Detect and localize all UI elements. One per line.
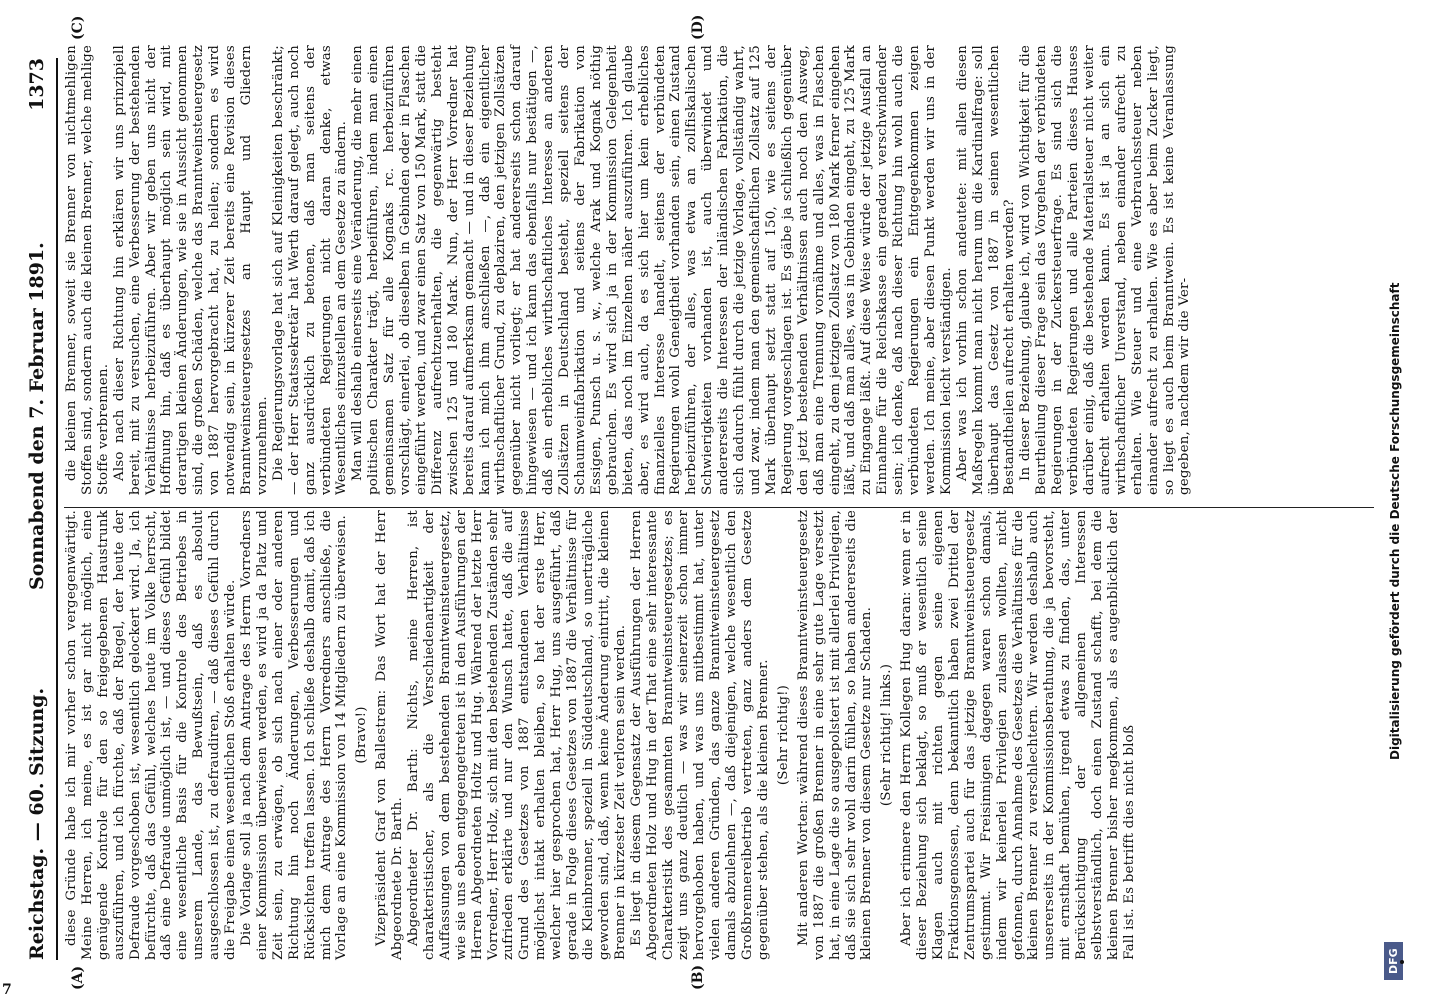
- edge-mark: 7: [2, 982, 12, 998]
- scan-speck: [1400, 960, 1404, 964]
- paragraph: Aber was ich vorhin schon andeutete: mit allen diesen Maßregeln kommt man nicht herum um die Kardinalfrage: soll überhaupt das Gesetz von 1887 in seinen wesentlichen Bestandtheilen aufrecht erhalten werden?: [954, 45, 1018, 495]
- interjection: (Bravo!): [354, 706, 370, 764]
- right-text-column: [64, 45, 1193, 495]
- paragraph: die kleinen Brenner, soweit sie Brenner von nichtmehligen Stoffen sind, sondern auch die kleinen Brenner, welche mehlige Stoffe verbrennen.: [64, 45, 111, 495]
- paragraph: Die Regierungsvorlage hat sich auf Kleinigkeiten beschränkt; — der Herr Staatssekretär hat Werth darauf gelegt, auch noch ganz ausdrücklich zu betonen, daß man seitens der verbündeten Regierungen nicht daran denke, etwas Wesentliches einzustellen an dem Gesetze zu ändern.: [270, 45, 350, 495]
- column-divider: [64, 507, 1374, 508]
- left-text-column: [64, 510, 1138, 960]
- interjection: (Sehr richtig!): [775, 684, 791, 786]
- paragraph: Es liegt in diesem Gegensatz der Ausführungen der Herren Abgeordneten Holz und Hug in der That eine sehr interessante Charakteristik des gesammten Branntweinsteuergesetzes; es zeigt uns ganz deutlich — was wir seinerzeit schon immer hervorgehoben haben, und was uns mitbestimmt hat, unter vielen anderen Gründen, das ganze Branntweinsteuergesetz damals abzulehnen —, daß diejenigen, welche wesentlich den Großbrennereibetrieb vertreten, ganz anders dem Gesetze gegenüber stehen, als die kleinen Brenner.: [628, 510, 771, 960]
- paragraph: Die Vorlage soll ja nach dem Antrage des Herrn Vorredners einer Kommission überwiesen werden, es wird ja da Platz und Zeit sein, zu erwägen, ob sich nach einer oder anderen Richtung hin noch Änderungen, Verbesserungen und Rücksichten treffen lassen. Ich schließe deshalb damit, daß ich mich dem Antrage des Herrn Vorredners anschließe, die Vorlage an eine Kommission von 14 Mitgliedern zu überweisen.: [238, 510, 350, 960]
- dfg-logo: DFG: [1384, 942, 1403, 980]
- page-header: [22, 58, 58, 960]
- paragraph: Abgeordneter Dr. Barth: Nichts, meine Herren, ist charakteristischer, als die Verschiedenartigkeit der Auffassungen von dem bestehenden Branntweinsteuergesetz, wie sie uns eben entgegengetreten ist in den Ausführungen der Herren Abgeordneten Holtz und Hug. Während der letzte Herr Vorredner, Herr Holz, sich mit den bestehenden Zuständen sehr zufrieden erklärte und nur den Wunsch hatte, daß die auf Grund des Gesetzes von 1887 entstandenen Verhältnisse möglichst intakt erhalten bleiben, so hat der erste Herr, welcher hier gesprochen hat, Herr Hug, uns ausgeführt, daß gerade in Folge dieses Gesetzes von 1887 die Verhältnisse für die Kleinbrenner, speziell in Süddeutschland, so unerträgliche geworden sind, daß, wenn keine Änderung eintritt, die kleinen Brenner in kürzester Zeit verloren sein werden.: [406, 510, 628, 960]
- margin-mark-b: (B): [690, 964, 706, 990]
- margin-mark-c: (C): [70, 15, 86, 40]
- interjection: (Sehr richtig! links.): [879, 663, 895, 807]
- page-number: 1373: [26, 58, 48, 111]
- footer-credit: Digitalisierung gefördert durch die Deutsche Forschungsgemeinschaft: [1388, 282, 1402, 760]
- speaker-intro: Vizepräsident Graf von Ballestrem: Das Wort hat der Herr Abgeordnete Dr. Barth.: [374, 510, 406, 960]
- paragraph: In dieser Beziehung, glaube ich, wird von Wichtigkeit für die Beurtheilung dieser Frage sein das Vorgehen der verbündeten Regierungen in der Zuckersteuerfrage. Es sind sich die verbündeten Regierungen und alle Parteien dieses Hauses darüber einig, daß die bestehende Materialsteuer nicht weiter aufrecht erhalten werden kann. Es ist ja an sich ein wirthschaftlicher Unverstand, neben einander aufrecht zu erhalten. Wie Steuer und eine Verbrauchssteuer neben einander aufrecht zu erhalten. Wie es aber beim Zucker liegt, so liegt es auch beim Branntwein. Es ist keine Veranlassung gegeben, nachdem wir die Ver-: [1018, 45, 1193, 495]
- paragraph: Man will deshalb einerseits eine Veränderung, die mehr einen politischen Charakter trägt, herbeiführen, indem man einen gemeinsamen Satz für alle Kognaks rc. herbeizuführen vorschlägt, einerlei, ob dieselben in Gebinden oder in Flaschen eingeführt werden, und zwar einen Satz von 150 Mark, statt die Differenz aufrechtzuerhalten, die gegenwärtig besteht zwischen 125 und 180 Mark. Nun, der Herr Vorredner hat bereits darauf aufmerksam gemacht — und in dieser Beziehung kann ich mich ihm anschließen —, daß ein eigentlicher wirthschaftlicher Grund, zu deplaziren, den jetzigen Zollsätzen gegenüber nicht vorliegt; er hat andererseits schon darauf hingewiesen — und ich kann das ebenfalls nur bestätigen —, daß ein erhebliches wirthschaftliches Interesse an anderen Zollsätzen in Deutschland besteht, speziell seitens der Schaumweinfabrikation und seitens der Fabrikation von Essigen, Punsch u. s. w., welche Arak und Kognak nöthig gebrauchen. Es wird sich ja in der Kommission Gelegenheit bieten, das noch im Einzelnen näher auszuführen. Ich glaube aber, es wird auch, da es sich hier um kein erhebliches finanzielles Interesse handelt, seitens der verbündeten Regierungen wohl Geneigtheit vorhanden sein, einen Zustand herbeizuführen, der alles, was etwa an zollfiskalischen Schwierigkeiten vorhanden ist, auch überwindet und andererseits die Interessen der inländischen Fabrikation, die sich dadurch fühlt durch die jetzige Vorlage, vollständig wahrt, und zwar, indem man den gemeinschaftlichen Zollsatz auf 125 Mark überhaupt setzt statt auf 150, wie es seitens der Regierung vorgeschlagen ist. Es gäbe ja schließlich gegenüber den jetzt bestehenden Verhältnissen auch noch den Ausweg, daß man eine Trennung vornähme und alles, was in Flaschen eingeht, zu dem jetzigen Zollsatz von 180 Mark ferner eingehen läßt, und daß man alles, was in Gebinden eingeht, zu 125 Mark zu Eingange läßt. Auf diese Weise würde der jetzige Ausfall an Einnahme für die Reichskasse ein geradezu verschwindender sein; ich denke, daß nach dieser Richtung hin wohl auch die verbündeten Regierungen ein Entgegenkommen zeigen werden. Ich meine, aber diesen Punkt werden wir uns in der Kommission leicht verständigen.: [350, 45, 954, 495]
- header-left: Reichstag. — 60. Sitzung.: [26, 687, 48, 960]
- paragraph: diese Gründe habe ich mir vorher schon vergegenwärtigt. Meine Herren, ich meine, es ist gar nicht möglich, eine genügende Kontrole für den so freigegebenen Haustrunk auszuführen, und ich fürchte, daß der Riegel, der heute der Defraude vorgeschoben ist, wesentlich gelockert wird. Ja, ich befürchte, daß das Gefühl, welches heute im Volke herrscht, daß eine Defraude unmöglich ist, — und dieses Gefühl bildet eine wesentliche Basis für die Kontrole des Betriebes in unserem Lande, das Bewußtsein, daß es absolut ausgeschlossen ist, zu defraudiren, — daß dieses Gefühl durch die Freigabe einen wesentlichen Stoß erhalten würde.: [64, 510, 239, 960]
- margin-mark-d: (D): [690, 14, 706, 40]
- margin-mark-a: (A): [70, 965, 86, 990]
- paragraph: Mit anderen Worten: während dieses Branntweinsteuergesetz von 1887 die großen Brenner in eine sehr gute Lage versetzt hat, in eine Lage die so ausgepolstert ist mit allerlei Privilegien, daß sie sich sehr wohl darin fühlen, so haben andererseits die kleinen Brenner von diesem Gesetze nur Schaden.: [795, 510, 875, 960]
- header-date: Sonnabend den 7. Februar 1891.: [26, 242, 48, 590]
- digitization-footer: [1378, 0, 1418, 1000]
- paragraph: Also nach dieser Richtung hin erklären wir uns prinzipiell bereit, mit zu versuchen, eine Verbesserung der bestehenden Verhältnisse herbeizuführen. Aber wir geben uns nicht der Hoffnung hin, daß es überhaupt möglich sein wird, mit derartigen kleinen Änderungen, wie sie in Aussicht genommen sind, die großen Schäden, welche das Branntweinsteuergesetz von 1887 hervorgebracht hat, zu heilen; sondern es wird notwendig sein, in kürzerer Zeit bereits eine Revision dieses Branntweinsteuergesetzes an Haupt und Gliedern vorzunehmen.: [111, 45, 270, 495]
- paragraph: Aber ich erinnere den Herrn Kollegen Hug daran: wenn er in dieser Beziehung sich beklagt, so muß er wesentlich seine Klagen auch mit richten gegen seine eigenen Fraktionsgenossen, denn bekanntlich haben zwei Drittel der Zentrumspartei auch für das jetzige Branntweinsteuergesetz gestimmt. Wir Freisinnigen dagegen waren schon damals, indem wir keinerlei Privilegien zulassen wollten, nicht gefonnen, durch Annahme des Gesetzes die Verhältnisse für die kleinen Brenner zu verschlechtern. Wir werden deshalb auch unsererseits in der Kommissionsberathung, die ja bevorsteht, mit ernsthaft bemühen, irgend etwas zu finden, das, unter Berücksichtigung der allgemeinen Interessen selbstverständlich, doch einen Zustand schafft, bei dem die kleinen Brenner bisher megkommen, als es augenblicklich der Fall ist. Es betrifft dies nicht bloß: [899, 510, 1137, 960]
